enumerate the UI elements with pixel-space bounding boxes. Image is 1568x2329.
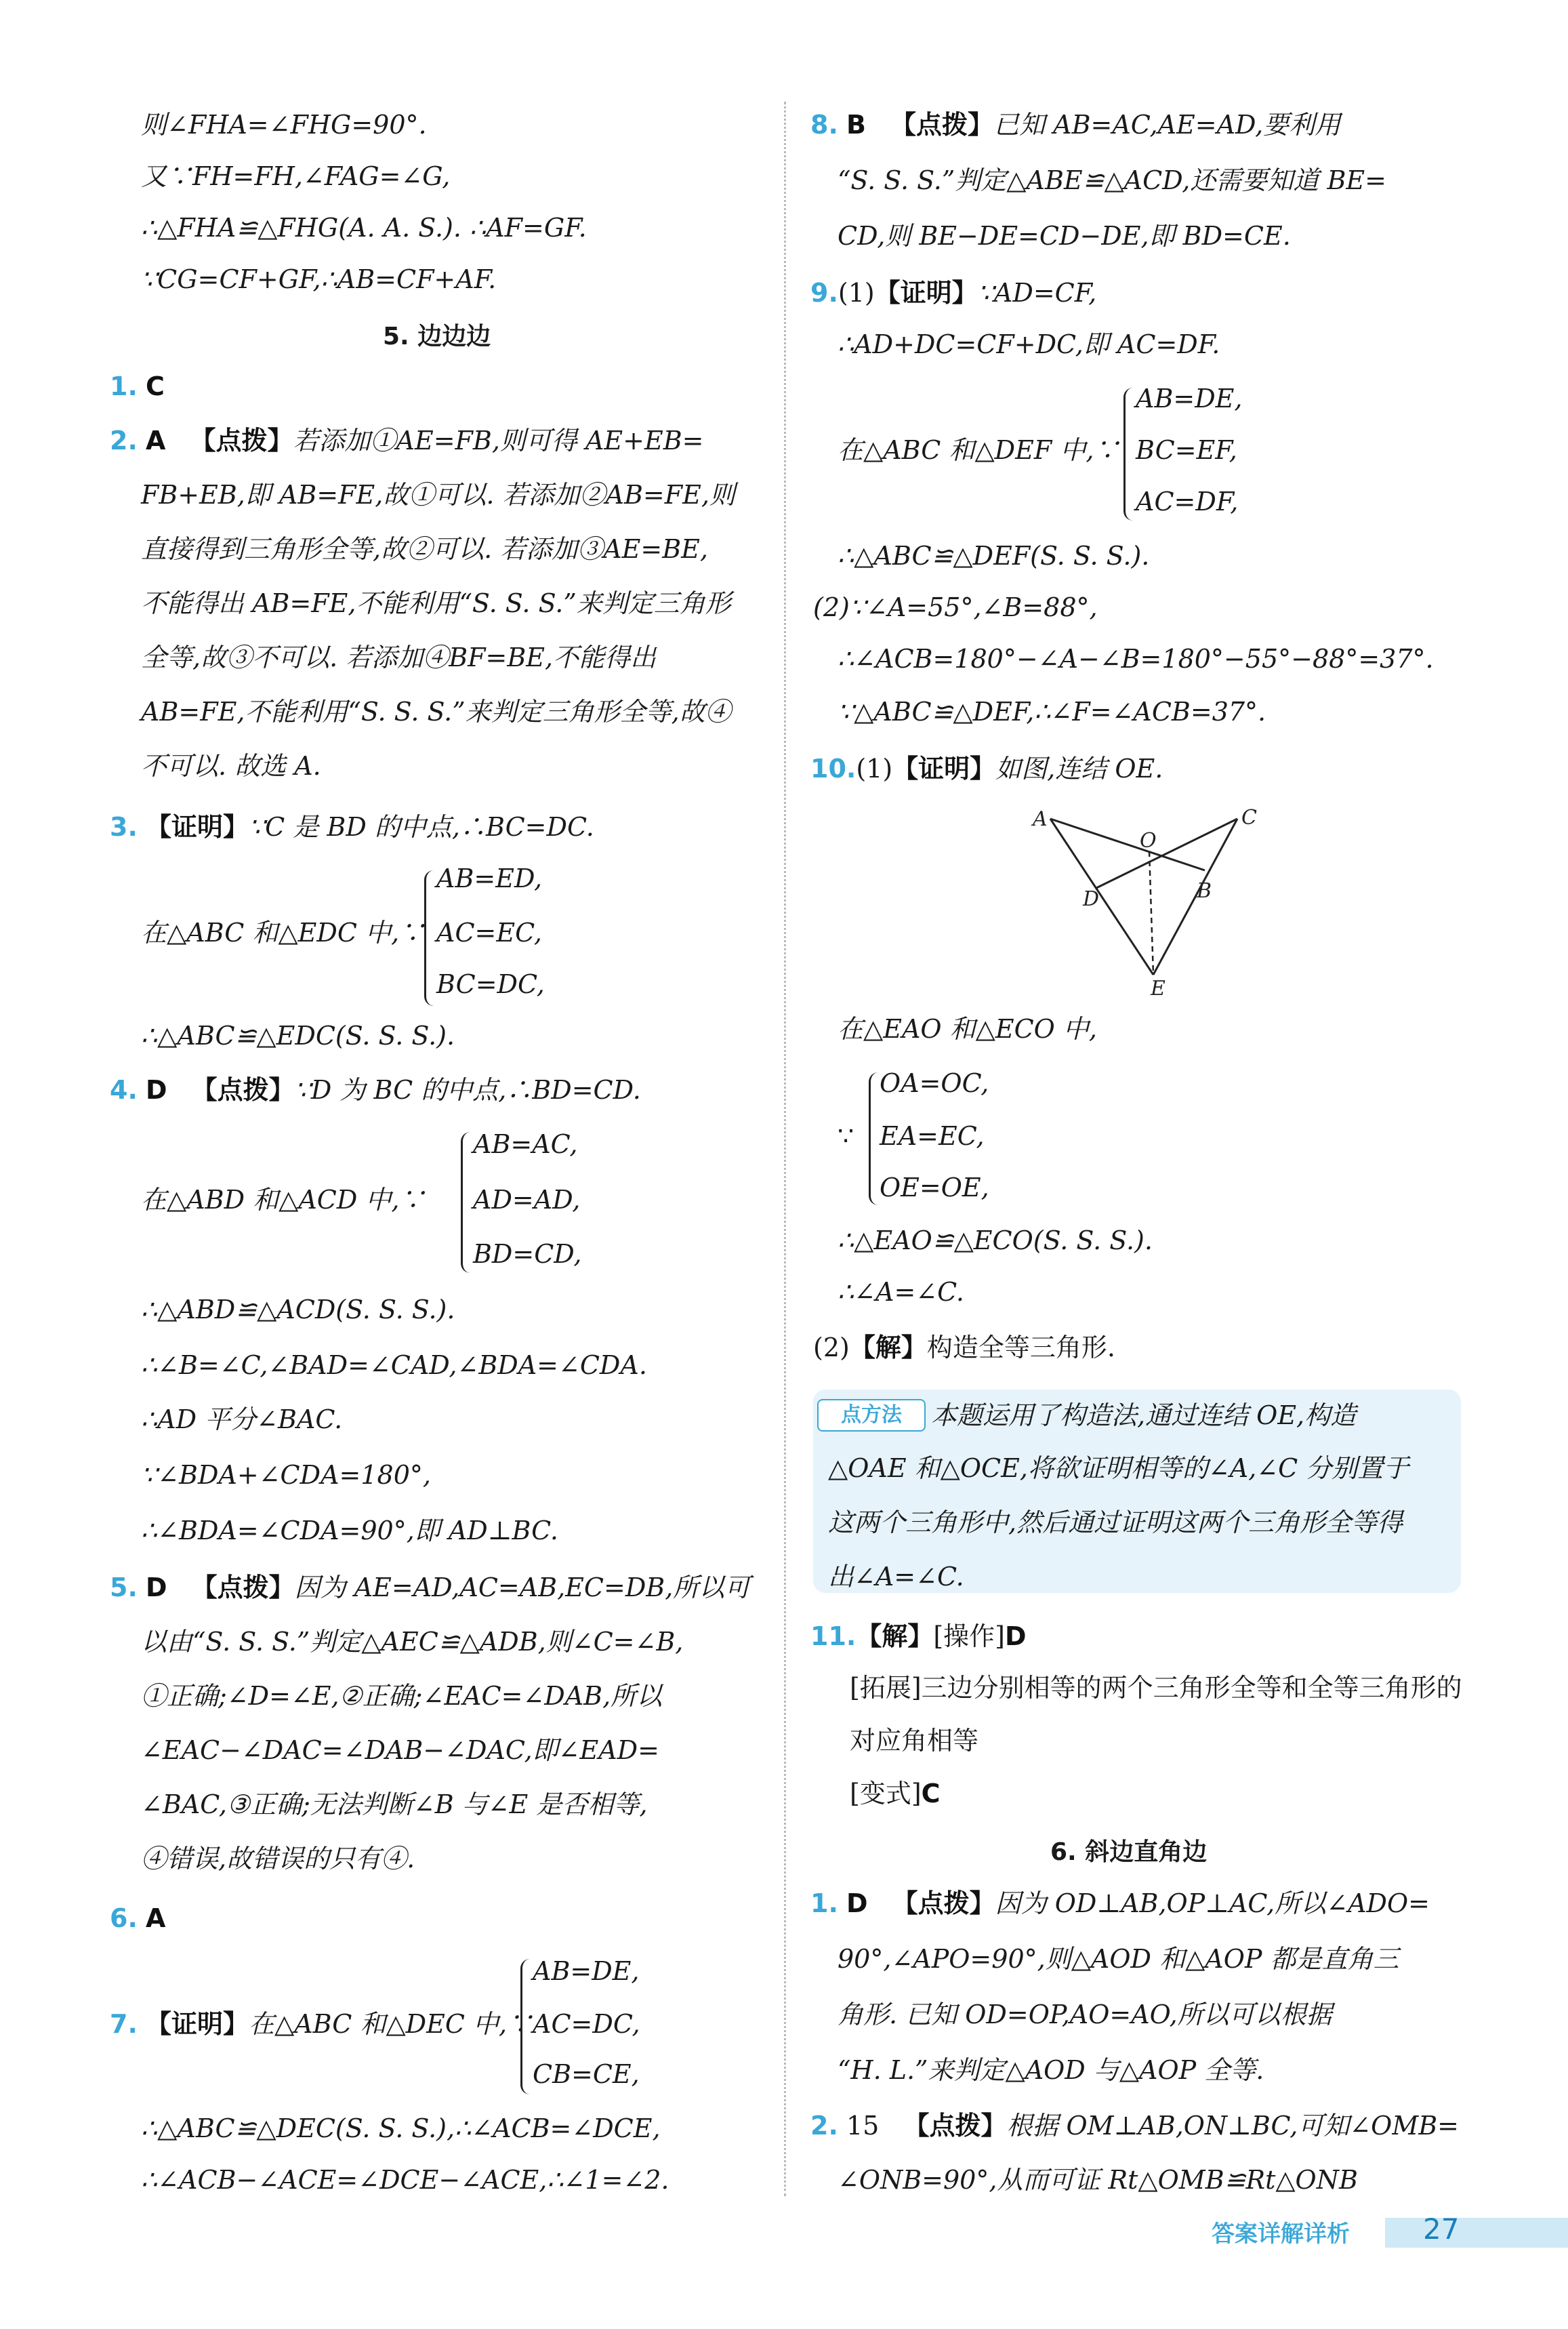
- segment-CE: [1153, 819, 1237, 975]
- tip-label: 点方法: [817, 1399, 926, 1432]
- answer: A: [145, 1903, 166, 1933]
- text-line: 根据 OM⊥AB,ON⊥BC,可知∠OMB=: [1006, 2111, 1460, 2141]
- text-line: ∴∠BDA=∠CDA=90°,即 AD⊥BC.: [141, 1516, 558, 1545]
- answer: 15: [846, 2111, 880, 2141]
- tag-proof: 【证明】: [892, 754, 996, 784]
- text-line: [拓展]三边分别相等的两个三角形全等和全等三角形的: [850, 1673, 1462, 1703]
- text-line: ∴△ABC≌△EDC(S. S. S.).: [141, 1021, 455, 1051]
- column-divider: [784, 102, 786, 2196]
- equation: AD=AD,: [473, 1185, 581, 1215]
- text-line: 全等,故③不可以. 若添加④BF=BE,不能得出: [141, 643, 657, 672]
- label-d: D: [1083, 887, 1100, 911]
- text-line: 因为 OD⊥AB,OP⊥AC,所以∠ADO=: [995, 1888, 1430, 1918]
- text-line: 在△ABC 和△DEC 中,∵: [249, 2009, 533, 2039]
- text-line: 在△ABD 和△ACD 中,∵: [141, 1185, 426, 1215]
- text-line: CD,则 BE−DE=CD−DE,即 BD=CE.: [838, 221, 1291, 251]
- equation: BC=DC,: [436, 969, 545, 999]
- question-number: 9.: [810, 278, 838, 308]
- tip-text: 出∠A=∠C.: [828, 1562, 964, 1592]
- text-line: ∴△ABC≌△DEC(S. S. S.),∴∠ACB=∠DCE,: [141, 2113, 661, 2143]
- answer: B: [846, 110, 866, 140]
- because-symbol: ∵: [838, 1121, 854, 1151]
- tag-hint: 【点拨】: [191, 1075, 295, 1105]
- text-line: FB+EB,即 AB=FE,故①可以. 若添加②AB=FE,则: [141, 480, 735, 510]
- text-line: ∵△ABC≌△DEF,∴∠F=∠ACB=37°.: [838, 697, 1266, 727]
- tag-proof: 【证明】: [145, 2009, 249, 2039]
- question-number: 2.: [110, 426, 138, 455]
- text-line: ∴△ABC≌△DEF(S. S. S.).: [838, 541, 1150, 571]
- text-line: 又∵FH=FH,∠FAG=∠G,: [141, 161, 451, 191]
- text-line: 在△ABC 和△EDC 中,∵: [141, 918, 426, 948]
- text-line: AB=FE,不能利用“S. S. S.”来判定三角形全等,故④: [141, 697, 731, 727]
- brace: [869, 1072, 880, 1205]
- text-line: ∵D 为 BC 的中点,∴BD=CD.: [294, 1075, 641, 1105]
- text-line: 构造全等三角形.: [926, 1333, 1115, 1362]
- equation: OE=OE,: [880, 1173, 989, 1202]
- section-title: 5. 边边边: [383, 323, 491, 350]
- question-number: 7.: [110, 2009, 138, 2039]
- text-line: ∴∠ACB−∠ACE=∠DCE−∠ACE,∴∠1=∠2.: [141, 2165, 669, 2195]
- segment-AB: [1050, 819, 1205, 870]
- equation: AC=DF,: [1136, 487, 1239, 517]
- section-title: 6. 斜边直角边: [1050, 1838, 1208, 1866]
- answer: C: [921, 1779, 941, 1808]
- question-number: 4.: [110, 1075, 138, 1105]
- label-variant: [变式]: [850, 1779, 922, 1808]
- question-number: 3.: [110, 812, 138, 842]
- part-label: (1): [838, 278, 875, 308]
- question-number: 1.: [810, 1888, 838, 1918]
- question-number: 6.: [110, 1903, 138, 1933]
- text-line: ∵CG=CF+GF,∴AB=CF+AF.: [141, 264, 497, 294]
- question-number: 11.: [810, 1621, 857, 1651]
- equation: BC=EF,: [1136, 435, 1237, 465]
- tip-text: 本题运用了构造法,通过连结 OE,构造: [931, 1400, 1357, 1430]
- tag-solution: 【解】: [849, 1333, 927, 1362]
- text-line: ∴AD+DC=CF+DC,即 AC=DF.: [838, 329, 1220, 359]
- text-line: 因为 AE=AD,AC=AB,EC=DB,所以可: [294, 1573, 751, 1602]
- brace: [424, 870, 436, 1006]
- text-line: “H. L.”来判定△AOD 与△AOP 全等.: [838, 2055, 1264, 2085]
- label-a: A: [1033, 807, 1048, 831]
- answer: D: [145, 1075, 167, 1105]
- text-line: 已知 AB=AC,AE=AD,要利用: [993, 110, 1341, 140]
- label-o: O: [1140, 829, 1157, 853]
- text-line: ∠BAC,③正确;无法判断∠B 与∠E 是否相等,: [141, 1789, 648, 1819]
- equation: OA=OC,: [880, 1068, 989, 1098]
- text-line: ∴∠B=∠C,∠BAD=∠CAD,∠BDA=∠CDA.: [141, 1350, 647, 1380]
- text-line: 角形. 已知 OD=OP,AO=AO,所以可以根据: [838, 2000, 1332, 2029]
- equation: AB=DE,: [533, 1956, 640, 1986]
- text-line: 则∠FHA=∠FHG=90°.: [141, 110, 427, 140]
- equation: AB=ED,: [436, 864, 543, 893]
- geometry-figure: [1030, 807, 1315, 996]
- label-b: B: [1197, 879, 1212, 903]
- question-number: 10.: [810, 754, 857, 784]
- brace: [461, 1132, 472, 1273]
- tag-solution: 【解】: [856, 1621, 934, 1651]
- answer: A: [145, 426, 166, 455]
- text-line: “S. S. S.”判定△ABE≌△ACD,还需要知道 BE=: [838, 165, 1386, 195]
- text-line: ∴△ABD≌△ACD(S. S. S.).: [141, 1295, 455, 1324]
- text-line: ④错误,故错误的只有④.: [141, 1844, 415, 1874]
- question-number: 8.: [810, 110, 838, 140]
- brace: [520, 1959, 532, 2094]
- text-line: 不能得出 AB=FE,不能利用“S. S. S.”来判定三角形: [141, 588, 731, 618]
- equation: BD=CD,: [473, 1239, 582, 1269]
- text-line: ∴△FHA≌△FHG(A. A. S.). ∴AF=GF.: [141, 213, 587, 243]
- answer: D: [145, 1573, 167, 1602]
- text-line: 若添加①AE=FB,则可得 AE+EB=: [293, 426, 704, 455]
- label-e: E: [1151, 977, 1165, 996]
- equation: CB=CE,: [533, 2059, 640, 2089]
- text-line: 在△ABC 和△DEF 中,∵: [838, 435, 1120, 465]
- tag-proof: 【证明】: [874, 278, 978, 308]
- text-line: ∠EAC−∠DAC=∠DAB−∠DAC,即∠EAD=: [141, 1735, 659, 1765]
- tip-text: △OAE 和△OCE,将欲证明相等的∠A,∠C 分别置于: [828, 1453, 1409, 1483]
- segment-CD: [1096, 819, 1237, 888]
- footer-title: 答案详解详析: [1212, 2221, 1350, 2248]
- tip-text: 这两个三角形中,然后通过证明这两个三角形全等得: [828, 1507, 1403, 1537]
- question-number: 2.: [810, 2111, 838, 2141]
- brace: [1123, 388, 1135, 521]
- text-line: ∵AD=CF,: [977, 278, 1097, 308]
- text-line: ①正确;∠D=∠E,②正确;∠EAC=∠DAB,所以: [141, 1681, 663, 1711]
- text-line: ∠ONB=90°,从而可证 Rt△OMB≌Rt△ONB: [838, 2165, 1358, 2195]
- segment-OE-dashed: [1149, 851, 1153, 975]
- tag-hint: 【点拨】: [903, 2111, 1007, 2141]
- tag-hint: 【点拨】: [191, 1573, 295, 1602]
- text-line: ∵∠BDA+∠CDA=180°,: [141, 1460, 431, 1490]
- text-line: 以由“S. S. S.”判定△AEC≌△ADB,则∠C=∠B,: [141, 1627, 684, 1657]
- equation: AB=DE,: [1136, 384, 1243, 413]
- part-label: (2): [813, 1333, 850, 1362]
- answer: C: [145, 371, 165, 401]
- equation: AB=AC,: [473, 1129, 578, 1159]
- equation: AC=EC,: [436, 918, 542, 948]
- text-line: 90°,∠APO=90°,则△AOD 和△AOP 都是直角三: [838, 1944, 1399, 1974]
- tag-hint: 【点拨】: [190, 426, 293, 455]
- text-line: ∴∠A=∠C.: [838, 1277, 964, 1307]
- answer: D: [846, 1888, 868, 1918]
- question-number: 1.: [110, 371, 138, 401]
- tag-hint: 【点拨】: [892, 1888, 995, 1918]
- equation: AC=DC,: [533, 2009, 640, 2039]
- part-label: (1): [856, 754, 893, 784]
- text-line: 不可以. 故选 A.: [141, 751, 321, 781]
- text-line: ∴AD 平分∠BAC.: [141, 1404, 343, 1434]
- question-number: 5.: [110, 1573, 138, 1602]
- equation: EA=EC,: [880, 1121, 985, 1151]
- tag-hint: 【点拨】: [890, 110, 994, 140]
- text-line: 如图,连结 OE.: [995, 754, 1163, 784]
- text-line: 直接得到三角形全等,故②可以. 若添加③AE=BE,: [141, 534, 709, 564]
- text-line: 对应角相等: [850, 1726, 979, 1756]
- page-number: 27: [1423, 2212, 1460, 2246]
- tag-proof: 【证明】: [145, 812, 249, 842]
- segment-AE: [1050, 819, 1153, 975]
- text-line: ∵C 是 BD 的中点,∴BC=DC.: [249, 812, 594, 842]
- footer-bar: [1385, 2218, 1568, 2248]
- label-operation: [操作]: [933, 1621, 1005, 1651]
- text-line: ∴△EAO≌△ECO(S. S. S.).: [838, 1226, 1153, 1255]
- text-line: ∴∠ACB=180°−∠A−∠B=180°−55°−88°=37°.: [838, 644, 1434, 674]
- answer: D: [1005, 1621, 1027, 1651]
- label-c: C: [1241, 807, 1257, 830]
- text-line: 在△EAO 和△ECO 中,: [838, 1014, 1097, 1044]
- text-line: (2)∵∠A=55°,∠B=88°,: [813, 592, 1098, 622]
